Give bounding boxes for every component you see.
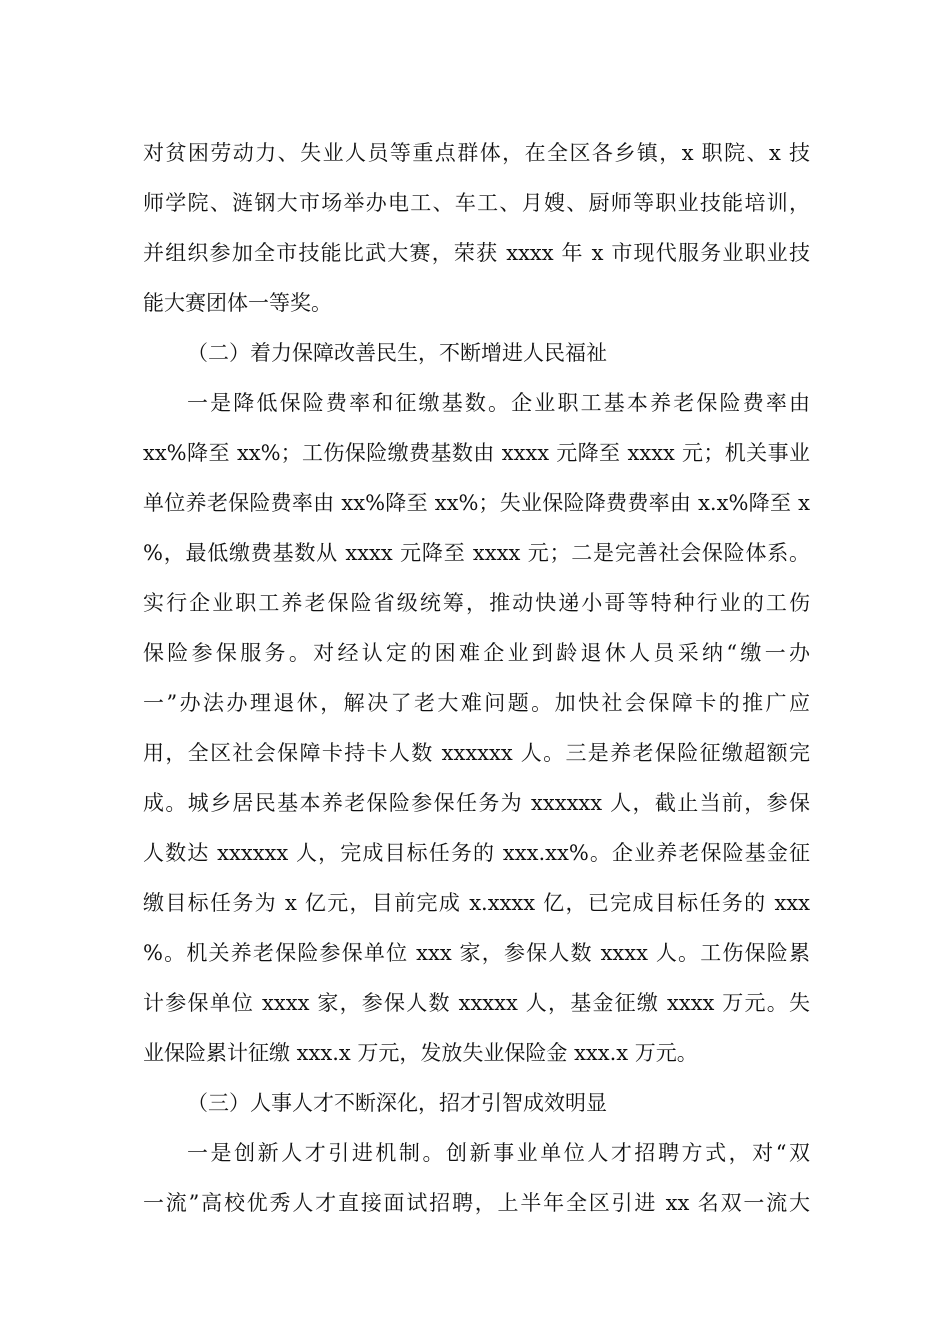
text-line: 业保险累计征缴 xxx.x 万元，发放失业保险金 xxx.x 万元。	[143, 1041, 698, 1065]
text-line: 用，全区社会保障卡持卡人数 xxxxxx 人。三是养老保险征缴超额完	[143, 741, 810, 765]
text-line: 能大赛团体一等奖。	[143, 291, 332, 315]
text-line: 一流”高校优秀人才直接面试招聘，上半年全区引进 xx 名双一流大	[143, 1191, 810, 1215]
section-heading: （三）人事人才不断深化，招才引智成效明显	[187, 1091, 607, 1115]
text-line: 单位养老保险费率由 xx%降至 xx%；失业保险降费费率由 x.x%降至 x	[143, 491, 810, 515]
text-line: %，最低缴费基数从 xxxx 元降至 xxxx 元；二是完善社会保险体系。	[143, 541, 810, 565]
section-heading: （二）着力保障改善民生，不断增进人民福祉	[187, 341, 607, 365]
text-line: 计参保单位 xxxx 家，参保人数 xxxxx 人，基金征缴 xxxx 万元。失	[143, 991, 810, 1015]
text-line: 成。城乡居民基本养老保险参保任务为 xxxxxx 人，截止当前，参保	[143, 791, 810, 815]
text-line: 缴目标任务为 x 亿元，目前完成 x.xxxx 亿，已完成目标任务的 xxx	[143, 891, 810, 915]
text-line: 人数达 xxxxxx 人，完成目标任务的 xxx.xx%。企业养老保险基金征	[143, 841, 810, 865]
text-line: xx%降至 xx%；工伤保险缴费基数由 xxxx 元降至 xxxx 元；机关事业	[143, 441, 810, 465]
text-line: 一是降低保险费率和征缴基数。企业职工基本养老保险费率由	[187, 391, 810, 415]
text-line: 保险参保服务。对经认定的困难企业到龄退休人员采纳“缴一办	[143, 641, 810, 665]
text-line: 师学院、涟钢大市场举办电工、车工、月嫂、厨师等职业技能培训，	[143, 191, 810, 215]
text-line: 一”办法办理退休，解决了老大难问题。加快社会保障卡的推广应	[143, 691, 810, 715]
text-line: 实行企业职工养老保险省级统筹，推动快递小哥等特种行业的工伤	[143, 591, 810, 615]
text-line: 对贫困劳动力、失业人员等重点群体，在全区各乡镇，x 职院、x 技	[143, 141, 810, 165]
text-line: %。机关养老保险参保单位 xxx 家，参保人数 xxxx 人。工伤保险累	[143, 941, 810, 965]
text-line: 一是创新人才引进机制。创新事业单位人才招聘方式，对“双	[187, 1141, 810, 1165]
text-line: 并组织参加全市技能比武大赛，荣获 xxxx 年 x 市现代服务业职业技	[143, 241, 810, 265]
